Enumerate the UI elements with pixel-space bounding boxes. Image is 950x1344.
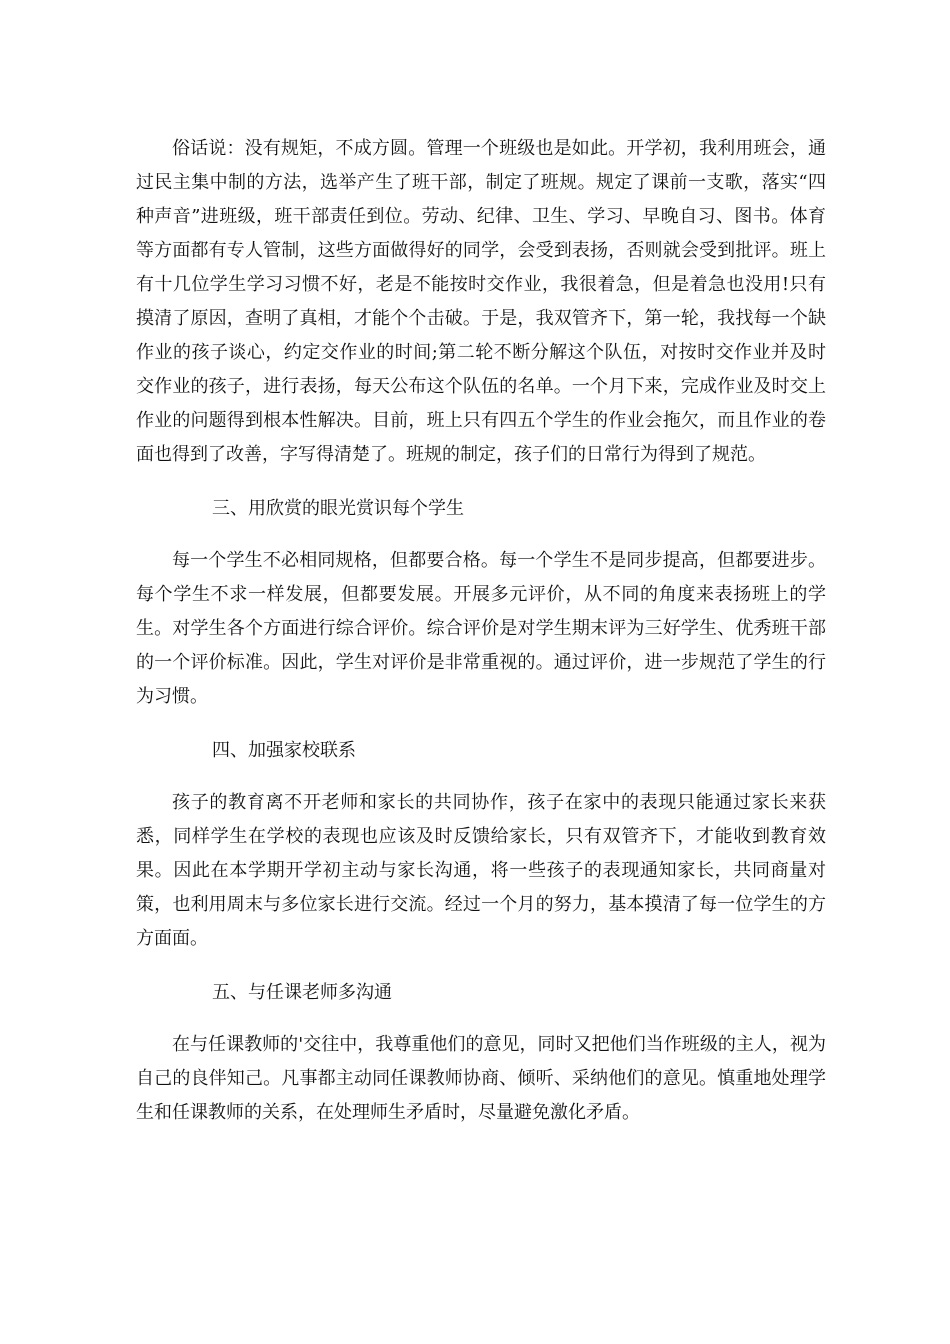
heading-teacher-communication: 五、与任课老师多沟通 bbox=[212, 982, 392, 1003]
paragraph-teacher-relations: 在与任课教师的'交往中，我尊重他们的意见，同时又把他们当作班级的主人，视为自己的良伴知己。凡事都主动同任课教师协商、倾听、采纳他们的意见。慎重地处理学生和任课教师的关系，在处理师生矛盾时，尽量避免激化矛盾。 bbox=[136, 1034, 826, 1123]
paragraph-parent-communication: 孩子的教育离不开老师和家长的共同协作，孩子在家中的表现只能通过家长来获悉，同样学生在学校的表现也应该及时反馈给家长，只有双管齐下，才能收到教育效果。因此在本学期开学初主动与家长沟通，将一些孩子的表现通知家长，共同商量对策，也利用周末与多位家长进行交流。经过一个月的努力，基本摸清了每一位学生的方方面面。 bbox=[136, 792, 826, 949]
heading-home-school: 四、加强家校联系 bbox=[212, 740, 356, 761]
document-body bbox=[136, 132, 826, 1130]
heading-appreciation: 三、用欣赏的眼光赏识每个学生 bbox=[212, 498, 464, 519]
paragraph-class-rules: 俗话说：没有规矩，不成方圆。管理一个班级也是如此。开学初，我利用班会，通过民主集中制的方法，选举产生了班干部，制定了班规。规定了课前一支歌，落实“四种声音”进班级，班干部责任到位。劳动、纪律、卫生、学习、早晚自习、图书。体育等方面都有专人管制，这些方面做得好的同学，会受到表扬，否则就会受到批评。班上有十几位学生学习习惯不好，老是不能按时交作业，我很着急，但是着急也没用!只有摸清了原因，查明了真相，才能个个击破。于是，我双管齐下，第一轮，我找每一个缺作业的孩子谈心，约定交作业的时间;第二轮不断分解这个队伍，对按时交作业并及时交作业的孩子，进行表扬，每天公布这个队伍的名单。一个月下来，完成作业及时交上作业的问题得到根本性解决。目前，班上只有四五个学生的作业会拖欠，而且作业的卷面也得到了改善，字写得清楚了。班规的制定，孩子们的日常行为得到了规范。 bbox=[136, 138, 826, 465]
paragraph-evaluation: 每一个学生不必相同规格，但都要合格。每一个学生不是同步提高，但都要进步。每个学生不求一样发展，但都要发展。开展多元评价，从不同的角度来表扬班上的学生。对学生各个方面进行综合评价。综合评价是对学生期末评为三好学生、优秀班干部的一个评价标准。因此，学生对评价是非常重视的。通过评价，进一步规范了学生的行为习惯。 bbox=[136, 550, 826, 707]
